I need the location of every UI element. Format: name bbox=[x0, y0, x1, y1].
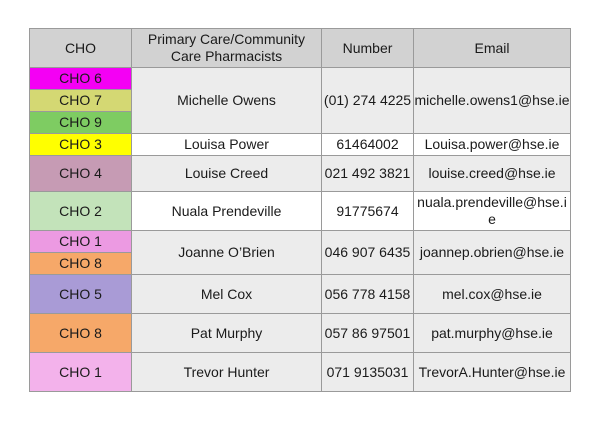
email-cell: mel.cox@hse.ie bbox=[414, 275, 571, 314]
cho-cell: CHO 1 bbox=[30, 353, 132, 392]
email-cell: nuala.prendeville@hse.ie bbox=[414, 192, 571, 231]
cho-cell: CHO 8 bbox=[30, 253, 132, 275]
cho-cell: CHO 1 bbox=[30, 231, 132, 253]
cho-cell: CHO 4 bbox=[30, 156, 132, 192]
table-row bbox=[30, 275, 571, 314]
cho-cell: CHO 7 bbox=[30, 90, 132, 112]
table-row bbox=[30, 314, 571, 353]
pharmacist-contacts-table bbox=[29, 28, 571, 392]
email-cell: joannep.obrien@hse.ie bbox=[414, 231, 571, 275]
phone-number-cell: 071 9135031 bbox=[322, 353, 414, 392]
pharmacist-name-cell: Louise Creed bbox=[132, 156, 322, 192]
pharmacist-name-cell: Pat Murphy bbox=[132, 314, 322, 353]
table-row bbox=[30, 68, 571, 90]
pharmacist-name-cell: Joanne O’Brien bbox=[132, 231, 322, 275]
phone-number-cell: 021 492 3821 bbox=[322, 156, 414, 192]
table-body bbox=[30, 68, 571, 392]
phone-number-cell: 056 778 4158 bbox=[322, 275, 414, 314]
header-email: Email bbox=[414, 29, 571, 68]
email-cell: louise.creed@hse.ie bbox=[414, 156, 571, 192]
cho-cell: CHO 3 bbox=[30, 134, 132, 156]
phone-number-cell: 61464002 bbox=[322, 134, 414, 156]
email-cell: Louisa.power@hse.ie bbox=[414, 134, 571, 156]
email-cell: TrevorA.Hunter@hse.ie bbox=[414, 353, 571, 392]
header-row bbox=[30, 29, 571, 68]
pharmacist-name-cell: Michelle Owens bbox=[132, 68, 322, 134]
pharmacist-name-cell: Trevor Hunter bbox=[132, 353, 322, 392]
cho-cell: CHO 6 bbox=[30, 68, 132, 90]
table-row bbox=[30, 231, 571, 253]
cho-cell: CHO 8 bbox=[30, 314, 132, 353]
cho-cell: CHO 9 bbox=[30, 112, 132, 134]
header-number: Number bbox=[322, 29, 414, 68]
pharmacist-name-cell: Louisa Power bbox=[132, 134, 322, 156]
phone-number-cell: (01) 274 4225 bbox=[322, 68, 414, 134]
pharmacist-name-cell: Mel Cox bbox=[132, 275, 322, 314]
phone-number-cell: 046 907 6435 bbox=[322, 231, 414, 275]
phone-number-cell: 91775674 bbox=[322, 192, 414, 231]
table-row bbox=[30, 134, 571, 156]
table-row bbox=[30, 192, 571, 231]
table-row bbox=[30, 353, 571, 392]
table-row bbox=[30, 156, 571, 192]
phone-number-cell: 057 86 97501 bbox=[322, 314, 414, 353]
header-pharmacists: Primary Care/Community Care Pharmacists bbox=[132, 29, 322, 68]
cho-cell: CHO 2 bbox=[30, 192, 132, 231]
email-cell: michelle.owens1@hse.ie bbox=[414, 68, 571, 134]
header-cho: CHO bbox=[30, 29, 132, 68]
email-cell: pat.murphy@hse.ie bbox=[414, 314, 571, 353]
pharmacist-name-cell: Nuala Prendeville bbox=[132, 192, 322, 231]
cho-cell: CHO 5 bbox=[30, 275, 132, 314]
